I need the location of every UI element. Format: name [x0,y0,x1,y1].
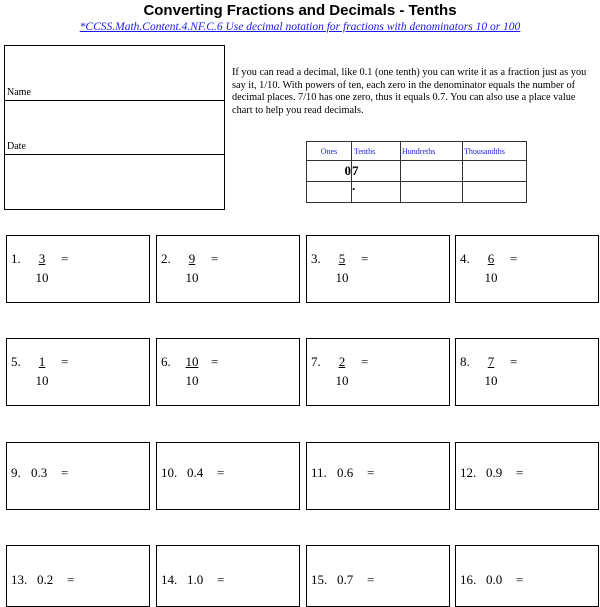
fraction-denominator: 10 [185,373,199,388]
problem-number: 14. [161,572,178,587]
fraction [177,251,207,286]
problem-box[interactable] [306,545,450,607]
problem-number: 6. [161,354,171,369]
fraction-numerator: 1 [38,354,46,369]
standard-link[interactable]: *CCSS.Math.Content.4.NF.C.6 Use decimal notation for fractions with denominators 10 or 100 [79,21,521,33]
pv-header-ones: Ones [307,142,352,161]
problem-box[interactable] [156,442,300,510]
equals-sign: = [217,572,225,587]
fraction [27,251,57,286]
fraction [327,354,357,389]
equals-sign: = [367,572,375,587]
problem-box[interactable] [306,235,450,303]
pv-cell [463,161,527,182]
equals-sign: = [367,465,375,480]
problem-number: 7. [311,354,321,369]
decimal-value: 0.3 [31,465,48,480]
date-label: Date [7,141,26,152]
equals-sign: = [211,354,219,369]
problem-box[interactable] [156,545,300,607]
decimal-value: 0.0 [486,572,503,587]
problem-box[interactable] [455,442,599,510]
fraction-numerator: 2 [338,354,346,369]
problem-box[interactable] [306,442,450,510]
decimal-value: 0.7 [337,572,354,587]
problem-number: 11. [311,465,327,480]
fraction-numerator: 6 [487,251,495,266]
problem-number: 2. [161,251,171,266]
problem-number: 16. [460,572,477,587]
instructions-text: If you can read a decimal, like 0.1 (one tenth) you can write it as a fraction just as you say it, 1/10. With powers of ten, each zero in the denominator equals the number of decimal places. 7/10 has one zero, thus it equals 0.7. You can also use a place value chart to help you read decimals. [232,67,587,116]
pv-header-tenths: Tenths [352,142,401,161]
problem-number: 10. [161,465,178,480]
fraction-numerator: 5 [338,251,346,266]
problem-number: 5. [11,354,21,369]
pv-tenths-value: 7 [352,161,401,182]
fraction-denominator: 10 [185,270,199,285]
problem-number: 15. [311,572,328,587]
fraction-denominator: 10 [335,270,349,285]
fraction-denominator: 10 [484,270,498,285]
fraction [327,251,357,286]
fraction [27,354,57,389]
name-cell[interactable] [5,46,224,101]
problem-box[interactable] [156,338,300,406]
equals-sign: = [217,465,225,480]
fraction-numerator: 7 [487,354,495,369]
pv-header-hundreths: Hundreths [401,142,463,161]
problem-box[interactable] [6,545,150,607]
problem-number: 9. [11,465,21,480]
pv-ones-value: 0 [307,161,352,182]
equals-sign: = [510,354,518,369]
page-title: Converting Fractions and Decimals - Tenths [143,2,457,19]
fraction-numerator: 10 [185,354,199,369]
problem-number: 1. [11,251,21,266]
equals-sign: = [211,251,219,266]
pv-cell [401,182,463,203]
fraction [177,354,207,389]
fraction [476,354,506,389]
problem-number: 3. [311,251,321,266]
problem-box[interactable] [6,442,150,510]
equals-sign: = [61,465,69,480]
fraction-denominator: 10 [35,373,49,388]
decimal-value: 1.0 [187,572,204,587]
decimal-value: 0.2 [37,572,54,587]
problem-box[interactable] [455,235,599,303]
equals-sign: = [361,354,369,369]
pv-cell [401,161,463,182]
equals-sign: = [61,354,69,369]
name-label: Name [7,87,31,98]
problem-number: 12. [460,465,477,480]
fraction-denominator: 10 [35,270,49,285]
fraction-numerator: 9 [188,251,196,266]
equals-sign: = [61,251,69,266]
fraction [476,251,506,286]
decimal-value: 0.6 [337,465,354,480]
problem-box[interactable] [6,235,150,303]
blank-cell[interactable] [5,155,224,209]
problem-number: 8. [460,354,470,369]
pv-cell [307,182,352,203]
equals-sign: = [516,465,524,480]
equals-sign: = [67,572,75,587]
equals-sign: = [361,251,369,266]
problem-number: 13. [11,572,28,587]
problem-box[interactable] [156,235,300,303]
equals-sign: = [516,572,524,587]
fraction-denominator: 10 [335,373,349,388]
problem-box[interactable] [306,338,450,406]
pv-header-thousandths: Thousandths [463,142,527,161]
problem-box[interactable] [6,338,150,406]
student-info-box [4,45,225,210]
problem-number: 4. [460,251,470,266]
pv-cell [463,182,527,203]
problem-box[interactable] [455,545,599,607]
place-value-chart [306,141,527,203]
pv-decimal-point: . [352,182,401,203]
fraction-numerator: 3 [38,251,46,266]
problem-box[interactable] [455,338,599,406]
equals-sign: = [510,251,518,266]
date-cell[interactable] [5,101,224,155]
decimal-value: 0.9 [486,465,503,480]
decimal-value: 0.4 [187,465,204,480]
fraction-denominator: 10 [484,373,498,388]
